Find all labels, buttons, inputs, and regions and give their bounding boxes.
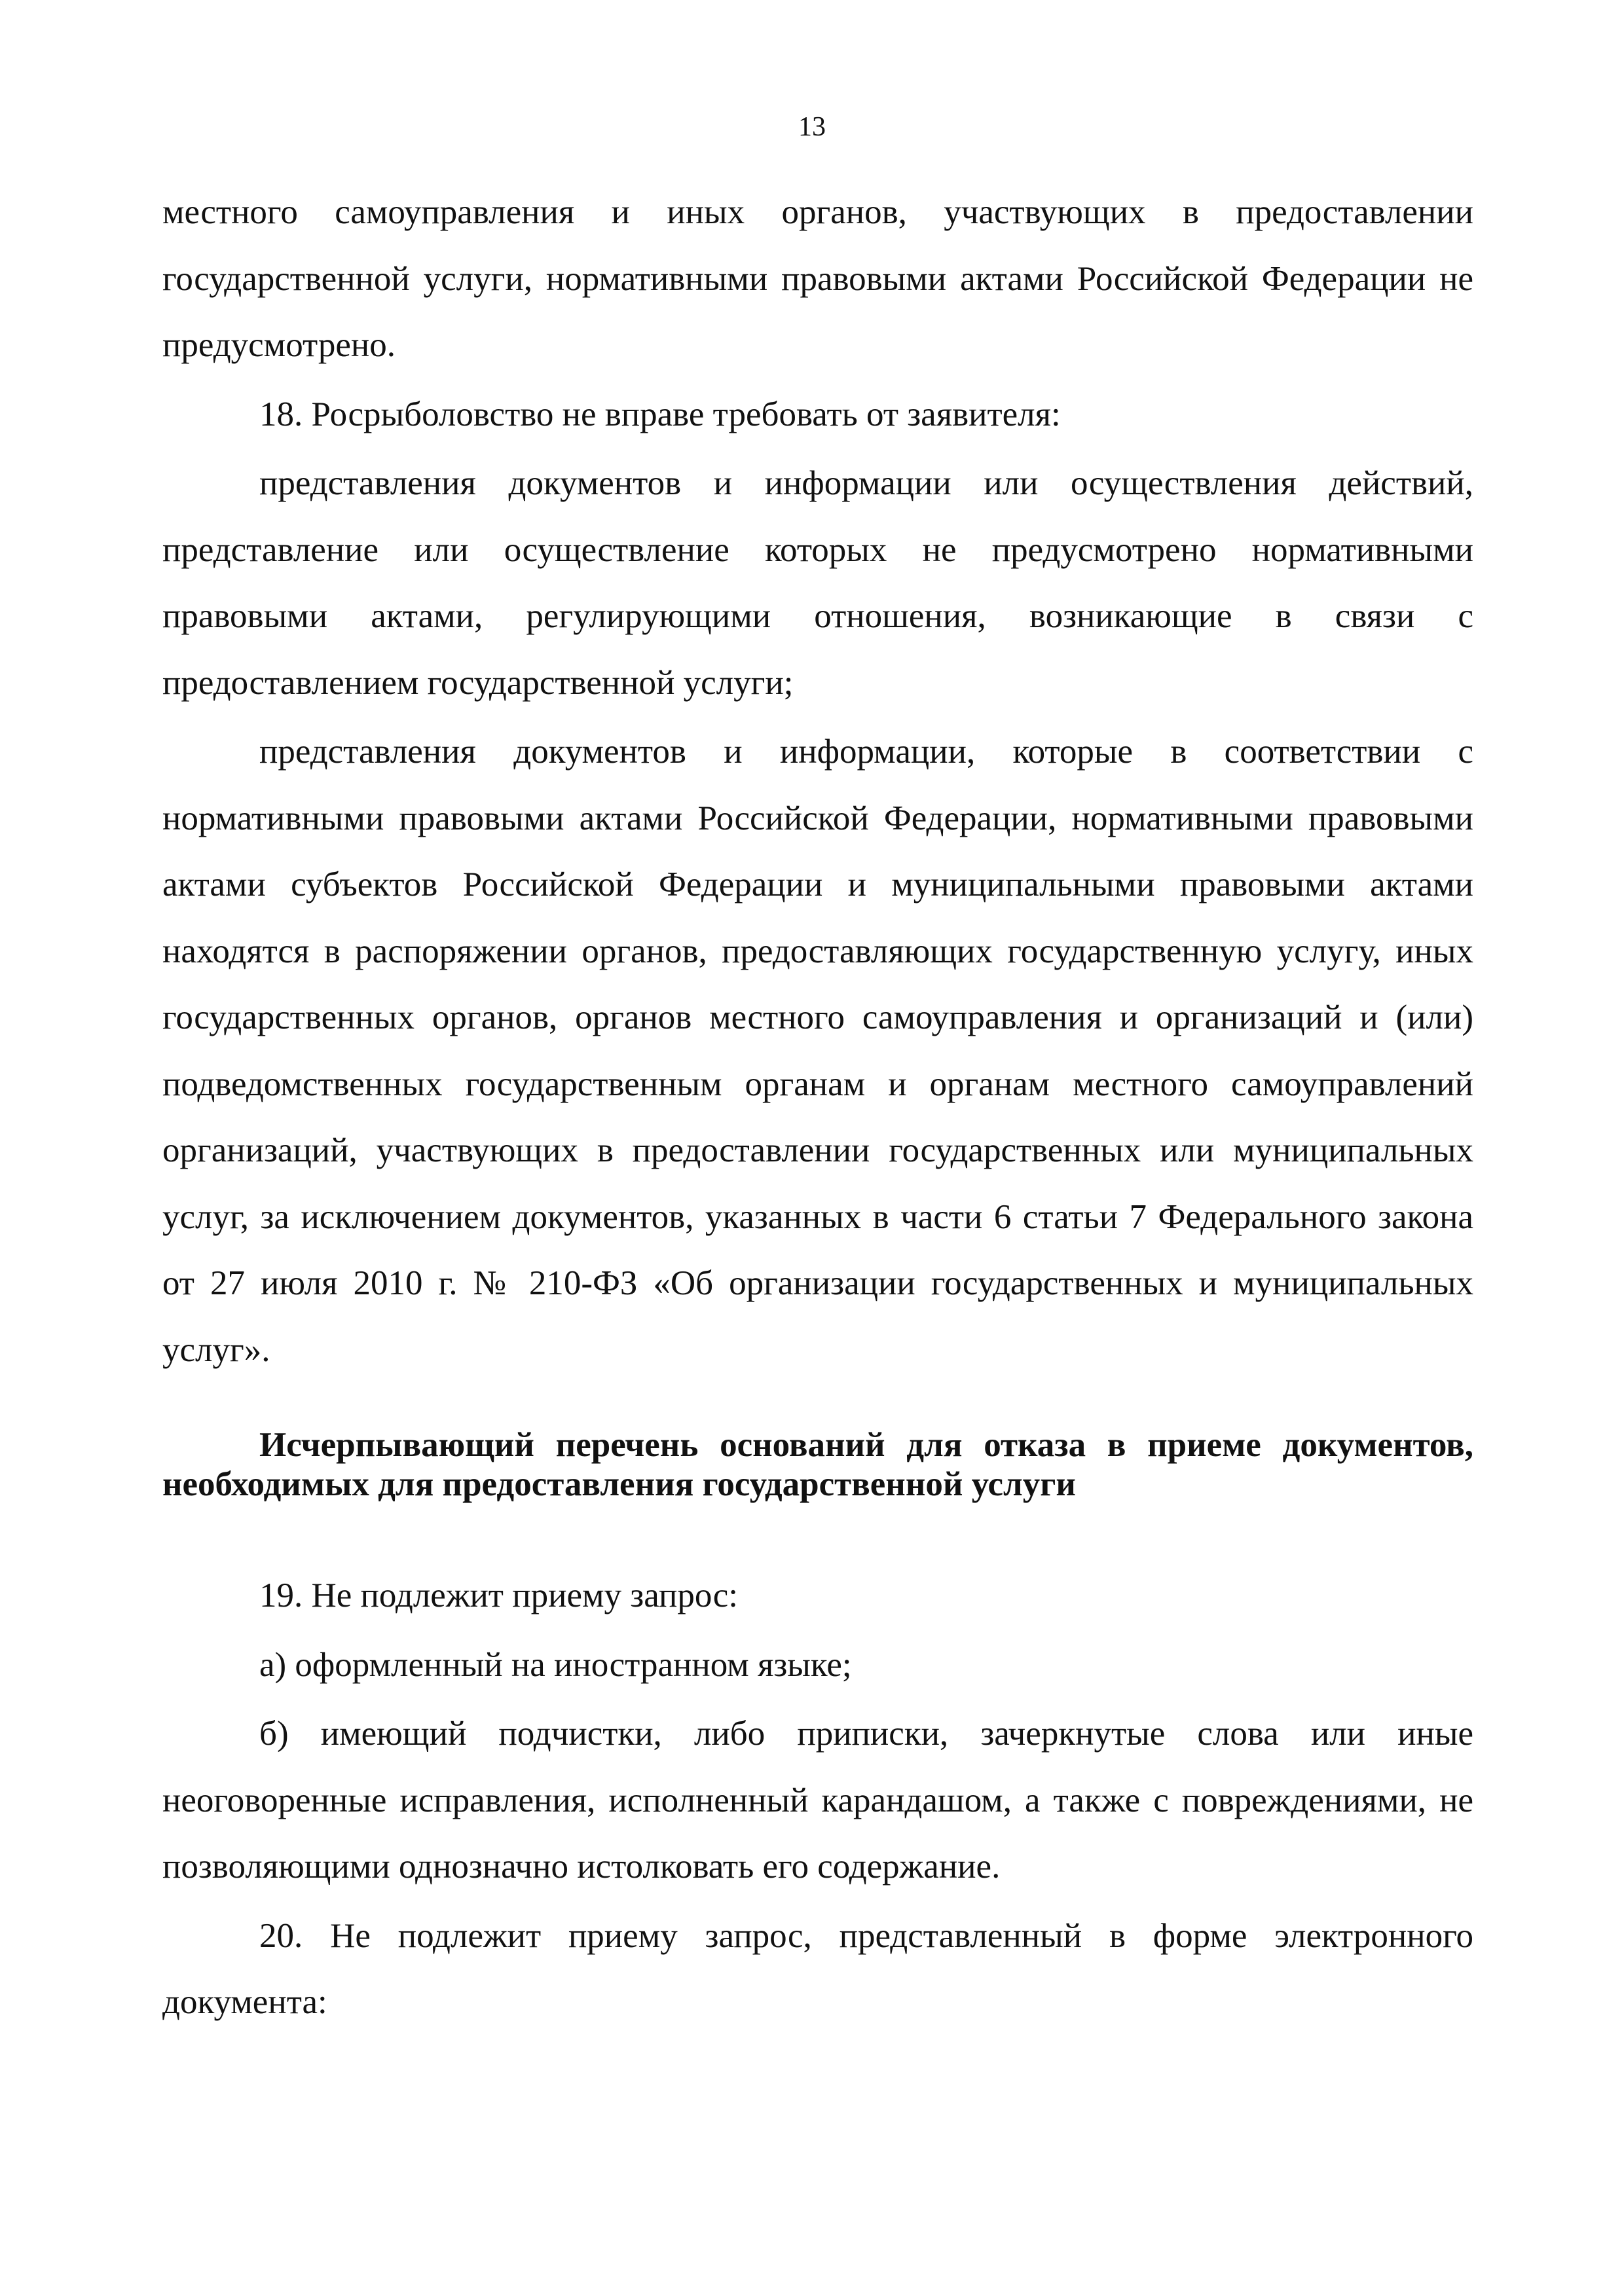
section-heading: Исчерпывающий перечень оснований для отказа в приеме документов, необходимых для предоставления государственной услуги — [162, 1426, 1473, 1503]
paragraph-19: 19. Не подлежит приему запрос: — [259, 1576, 738, 1614]
paragraph-20: 20. Не подлежит приему запрос, представленный в форме электронного документа: — [162, 1916, 1473, 2021]
page-number: 13 — [798, 112, 826, 142]
document-body — [162, 179, 1473, 2036]
paragraph-18-item-2: представления документов и информации, которые в соответствии с нормативными правовыми актами Российской Федерации, нормативными правовыми актами субъектов Российской Федерации и муниципальными правовыми актами находятся в распоряжении органов, предоставляющих государственную услугу, иных государственных органов, органов местного самоуправления и организаций и (или) подведомственных государственным органам и органам местного самоуправлений организаций, участвующих в предоставлении государственных или муниципальных услуг, за исключением документов, указанных в части 6 статьи 7 Федерального закона от 27 июля 2010 г. № 210-ФЗ «Об организации государственных и муниципальных услуг». — [162, 733, 1473, 1369]
paragraph-19-item-a: а) оформленный на иностранном языке; — [259, 1645, 852, 1684]
paragraph-continuation: местного самоуправления и иных органов, участвующих в предоставлении государственной услуги, нормативными правовыми актами Российской Федерации не предусмотрено. — [162, 193, 1473, 364]
paragraph-18: 18. Росрыболовство не вправе требовать от заявителя: — [259, 395, 1061, 433]
paragraph-19-item-b: б) имеющий подчистки, либо приписки, зачеркнутые слова или иные неоговоренные исправления, исполненный карандашом, а также с повреждениями, не позволяющими однозначно истолковать его содержание. — [162, 1715, 1473, 1886]
paragraph-18-item-1: представления документов и информации или осуществления действий, представление или осуществление которых не предусмотрено нормативными правовыми актами, регулирующими отношения, возникающие в связи с предоставлением государственной услуги; — [162, 464, 1473, 702]
